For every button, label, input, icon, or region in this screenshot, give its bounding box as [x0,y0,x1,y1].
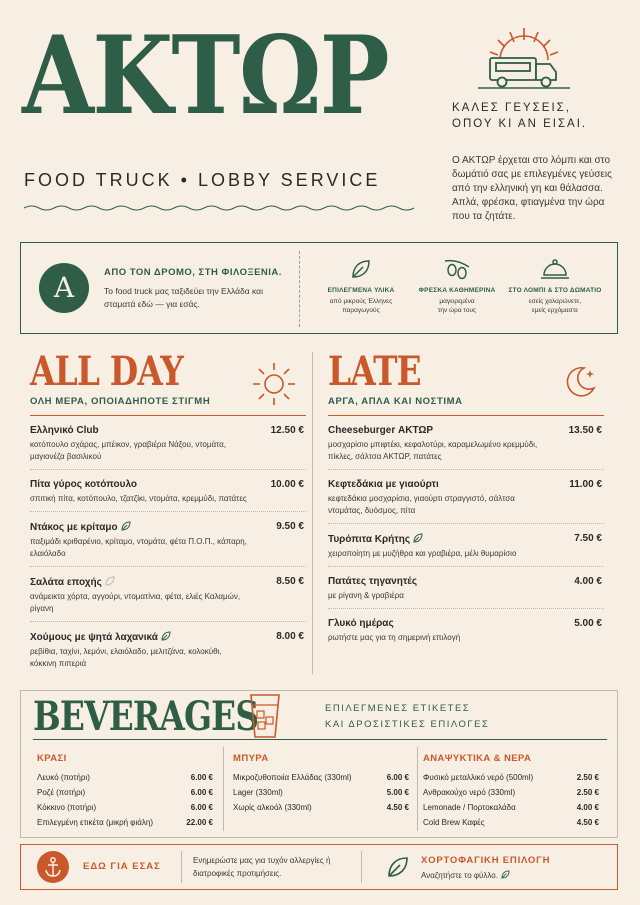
item-price: 4.00 € [574,576,602,587]
menu-item [30,512,306,567]
beverage-row [423,800,599,815]
beverage-price: 4.50 € [576,818,599,827]
menu-item [30,416,306,470]
item-desc: κεφτεδάκια μοσχαρίσια, γιαούρτι στραγγιστό, σάλτσα ντομάτας, δυόσμος, πίτα [328,494,515,515]
beverage-name: Λευκό (ποτήρι) [37,773,90,782]
item-desc: χειροποίητη με μυζήθρα και γραβιέρα, μέλι θυμαρίσιο [328,549,517,558]
beverage-price: 2.50 € [576,788,599,797]
beverage-price: 4.50 € [386,803,409,812]
beverage-name: Μικροζυθοποιία Ελλάδας (330ml) [233,773,352,782]
column-heading: ΚΡΑΣΙ [37,753,67,764]
feature-text-line: εσείς χαλαρώνετε, [528,298,582,305]
item-name: Σαλάτα εποχής [30,577,102,588]
wave-divider [24,204,414,212]
item-price: 8.50 € [276,576,304,587]
beverage-price: 6.00 € [386,773,409,782]
anchor-icon [37,851,69,883]
footer-heading: ΕΔΩ ΓΙΑ ΕΣΑΣ [83,861,161,872]
feature-fresh [405,257,509,315]
sun-icon [250,360,298,408]
menu-list [328,416,604,650]
veg-leaf-icon [161,631,171,641]
feature-band [20,242,618,334]
item-price: 13.50 € [568,425,602,436]
item-name: Ελληνικό Club [30,425,99,436]
beverage-price: 5.00 € [386,788,409,797]
item-name: Χούμους με ψητά λαχανικά [30,632,158,643]
item-name-row [30,521,306,533]
beverages-tagline [325,701,489,733]
item-name-row [328,533,604,545]
footer-text: Ενημερώστε μας για τυχόν αλλεργίες ή διατροφικές προτιμήσεις. [193,856,331,878]
footer-divider [181,851,182,883]
beverage-price: 6.00 € [190,788,213,797]
menu-item [328,567,604,609]
section-title: ALL DAY [30,348,183,395]
food-truck-icon [476,26,572,94]
veg-leaf-icon [413,533,423,543]
brand-title: ΑΚΤΩΡ [22,13,388,139]
item-desc: κοτόπουλο σχάρας, μπέικον, γραβιέρα Νάξου, ντομάτα, μαγιονέζα βασιλικού [30,440,226,461]
item-desc: ανάμεικτα χόρτα, αγγούρι, ντοματίνια, φέτα, ελιές Καλαμών, ρίγανη [30,592,241,613]
beverage-divider [417,747,418,831]
emblem-badge: A [39,263,89,313]
beverage-name: Cold Brew Καφές [423,818,485,827]
tagline-line-2: ΟΠΟΥ ΚΙ ΑΝ ΕΙΣΑΙ. [452,118,588,130]
footer-divider [361,851,362,883]
feature-text-line: εμείς ερχόμαστε [531,307,579,314]
cloche-icon [540,257,570,281]
beverage-price: 6.00 € [190,773,213,782]
feature-text-line: την ώρα τους [437,307,477,314]
beverage-price: 4.00 € [576,803,599,812]
item-price: 10.00 € [270,479,304,490]
item-name: Τυρόπιτα Κρήτης [328,534,411,545]
column-divider [312,352,313,674]
feature-text-line: παραγωγούς [342,307,380,314]
beverages-tagline-line: ΚΑΙ ΔΡΟΣΙΣΤΙΚΕΣ ΕΠΙΛΟΓΕΣ [325,719,490,730]
item-price: 5.00 € [574,618,602,629]
beverage-row [233,800,409,815]
section-subtitle: ΟΛΗ ΜΕΡΑ, ΟΠΟΙΑΔΗΠΟΤΕ ΣΤΙΓΜΗ [30,396,211,407]
band-divider [299,251,300,327]
menu-item [30,470,306,512]
beverage-row [423,815,599,830]
leaf-icon [349,257,373,281]
item-desc: σπιτική πίτα, κοτόπουλο, τζατζίκι, ντομάτα, κρεμμύδι, πατάτες [30,494,247,503]
brand-subtitle: FOOD TRUCK • LOBBY SERVICE [24,170,381,190]
beverage-name: Επιλεγμένη ετικέτα (μικρή φιάλη) [37,818,153,827]
item-name-row [30,631,306,643]
beverage-row [37,785,213,800]
feature-text [309,297,413,315]
beer-column [233,753,409,815]
section-title: LATE [328,348,421,395]
item-desc: ρωτήστε μας για τη σημερινή επιλογή [328,633,461,642]
beverage-row [423,770,599,785]
menu-item [328,609,604,650]
feature-text-line: από μικρούς Έλληνες [329,298,393,305]
band-heading: ΑΠΟ ΤΟΝ ΔΡΟΜΟ, ΣΤΗ ΦΙΛΟΞΕΝΙΑ. [104,267,282,278]
olive-icon [443,257,471,281]
beverage-price: 22.00 € [186,818,213,827]
beverage-row [37,800,213,815]
feature-heading: ΣΤΟ ΛΟΜΠΙ & ΣΤΟ ΔΩΜΑΤΙΟ [508,287,602,294]
beverage-row [233,785,409,800]
beverage-price: 2.50 € [576,773,599,782]
column-heading: ΜΠΥΡΑ [233,753,269,764]
wine-column [37,753,213,830]
feature-text [503,297,607,315]
beverage-row [423,785,599,800]
item-price: 11.00 € [569,479,602,490]
beverage-row [37,815,213,830]
beverage-row [37,770,213,785]
beverage-name: Lemonade / Πορτοκαλάδα [423,803,516,812]
beverage-row [233,770,409,785]
item-name: Κεφτεδάκια με γιαούρτι [328,479,439,490]
feature-heading: ΕΠΙΛΕΓΜΕΝΑ ΥΛΙΚΑ [327,287,395,294]
item-desc: παξιμάδι κριθαρένιο, κρίταμο, ντομάτα, φέτα Π.Ο.Π., κάπαρη, ελαιόλαδο [30,537,247,558]
soft-drinks-column [423,753,599,830]
item-name: Πατάτες τηγανητές [328,576,418,587]
item-name: Πίτα γύρος κοτόπουλο [30,479,137,490]
feature-heading: ΦΡΕΣΚΑ ΚΑΘΗΜΕΡΙΝΑ [418,287,496,294]
item-name: Cheeseburger ΑΚΤΩΡ [328,425,434,436]
beverage-price: 6.00 € [190,803,213,812]
veg-leaf-icon [501,870,510,879]
beverages-section [20,690,618,838]
beverages-rule [33,739,607,740]
item-price: 9.50 € [276,521,304,532]
item-price: 7.50 € [574,533,602,544]
item-name-row [30,576,306,588]
band-text: Το food truck μας ταξιδεύει την Ελλάδα και σταματά εδώ — για εσάς. [104,286,263,309]
veg-leaf-icon [386,855,410,879]
beverage-name: Ανθρακούχο νερό (330ml) [423,788,516,797]
footer-band [20,844,618,890]
menu-list [30,416,306,676]
intro-text: Ο ΑΚΤΩΡ έρχεται στο λόμπι και στο δωμάτιό σας με επιλεγμένες γεύσεις από την ελληνική γη και θάλασσα. Απλά, φρέσκα, φτιαγμένα την ώρα που τα ζητάτε. [452,155,612,222]
column-heading: ΑΝΑΨΥΚΤΙΚΑ & ΝΕΡΑ [423,753,532,764]
feature-ingredients [309,257,413,315]
menu-item [328,470,604,524]
section-title: BEVERAGES [33,693,259,740]
veg-leaf-icon [121,521,131,531]
feature-lobby-room [503,257,607,315]
veg-leaf-icon [105,576,115,586]
menu-item [30,622,306,676]
beverage-name: Χωρίς αλκοόλ (330ml) [233,803,312,812]
menu-item [328,524,604,567]
tagline-line-1: ΚΑΛΕΣ ΓΕΥΣΕΙΣ, [452,102,571,114]
anchor-badge [37,851,69,883]
beverage-name: Φυσικό μεταλλικό νερό (500ml) [423,773,534,782]
item-desc: ρεβίθια, ταχίνι, λεμόνι, ελαιόλαδο, μελιτζάνα, κολοκύθι, κόκκινη πιπεριά [30,647,222,668]
tagline [452,100,587,132]
item-price: 8.00 € [276,631,304,642]
item-price: 12.50 € [270,425,304,436]
beverage-name: Lager (330ml) [233,788,283,797]
item-desc: μοσχαρίσιο μπιφτέκι, κεφαλοτύρι, καραμελωμένο κρεμμύδι, πίκλες, σάλτσα ΑΚΤΩΡ, πατάτες [328,440,538,461]
item-desc: με ρίγανη & γραβιέρα [328,591,404,600]
beverages-tagline-line: ΕΠΙΛΕΓΜΕΝΕΣ ΕΤΙΚΕΤΕΣ [325,703,471,714]
section-subtitle: ΑΡΓΑ, ΑΠΛΑ ΚΑΙ ΝΟΣΤΙΜΑ [328,396,463,407]
feature-text [405,297,509,315]
menu-item [328,416,604,470]
glass-icon [245,691,285,741]
item-name: Ντάκος με κρίταμο [30,522,118,533]
veg-text: Αναζητήστε το φύλλο. [421,871,498,880]
menu-item [30,567,306,622]
beverage-name: Κόκκινο (ποτήρι) [37,803,97,812]
beverage-divider [223,747,224,831]
moon-icon [560,362,600,402]
veg-heading: ΧΟΡΤΟΦΑΓΙΚΗ ΕΠΙΛΟΓΗ [421,855,551,866]
feature-text-line: μαγειρεμένα [439,298,475,305]
item-name: Γλυκό ημέρας [328,618,394,629]
veg-note [421,870,510,880]
beverage-name: Ροζέ (ποτήρι) [37,788,86,797]
